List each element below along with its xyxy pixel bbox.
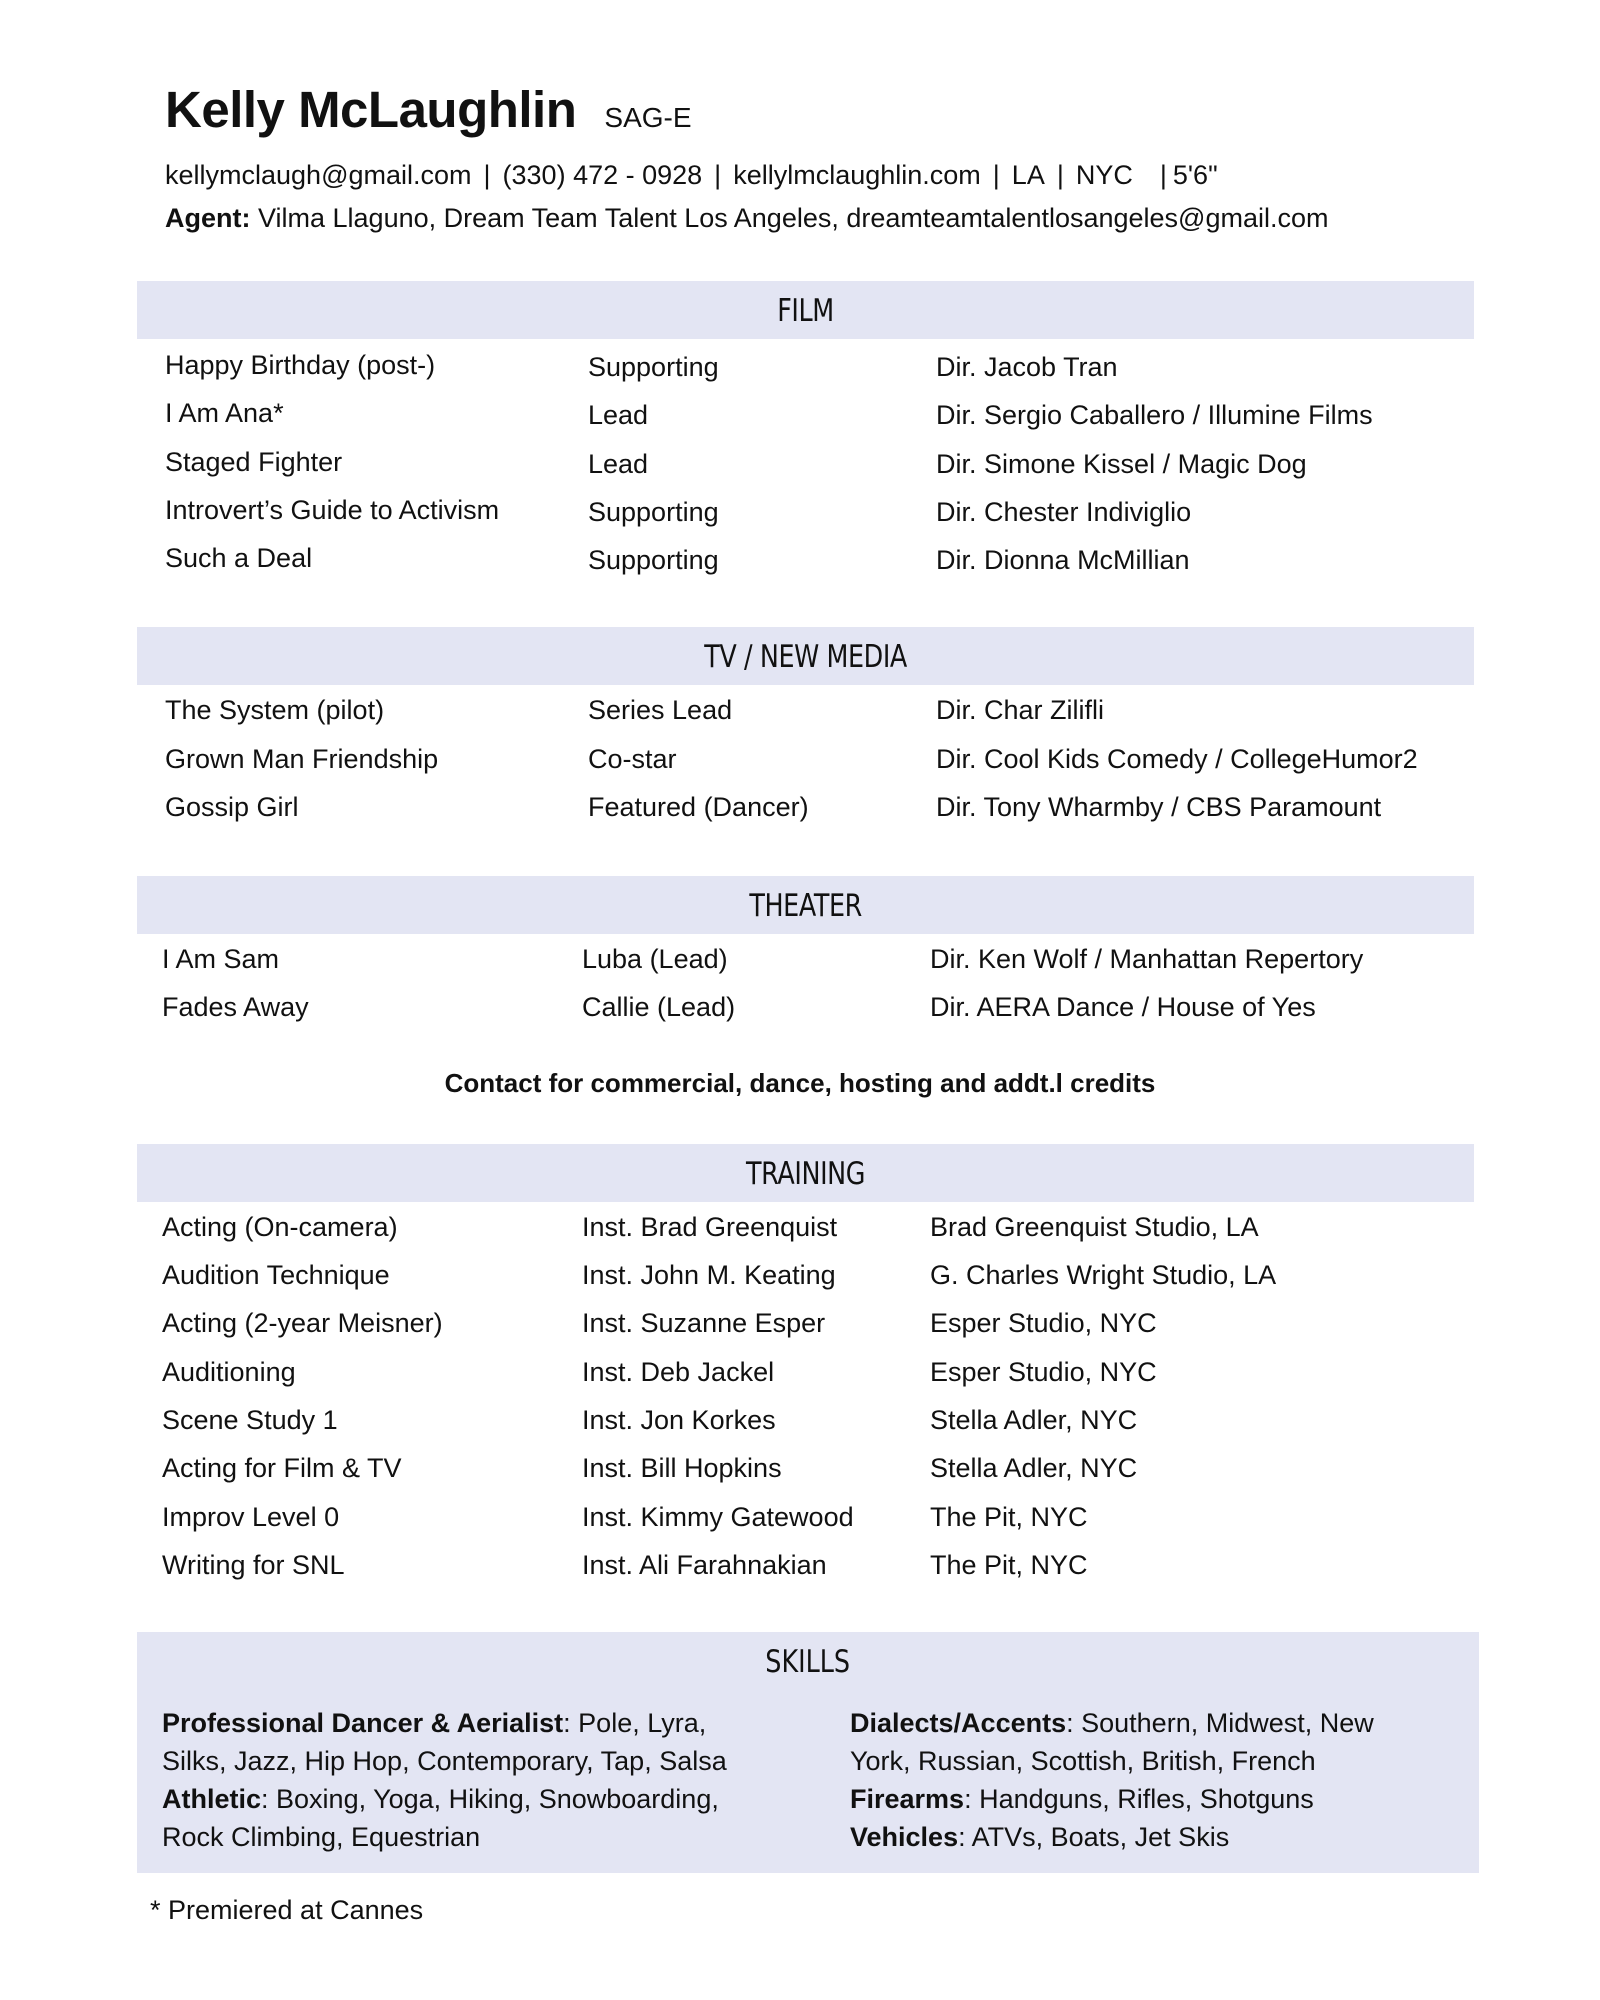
- skills-section: [137, 1632, 1479, 1873]
- credit-cell: I Am Sam: [162, 944, 280, 974]
- skills-title: SKILLS: [765, 1644, 851, 1680]
- training-section-header: [137, 1144, 1474, 1202]
- credit-cell: Dir. Char Zilifli: [936, 695, 1105, 725]
- skill-text: Boxing, Yoga, Hiking, Snowboarding, Rock Climbing, Equestrian: [162, 1784, 719, 1852]
- credit-cell: Supporting: [588, 545, 719, 575]
- skill-item: Athletic: Boxing, Yoga, Hiking, Snowboarding, Rock Climbing, Equestrian: [162, 1784, 719, 1852]
- training-cell: Brad Greenquist Studio, LA: [930, 1212, 1259, 1242]
- skill-label: Firearms: [850, 1784, 965, 1814]
- credit-cell: Dir. AERA Dance / House of Yes: [930, 992, 1316, 1022]
- contact-line: kellymclaugh@gmail.com | (330) 472 - 0928 | kellylmclaughlin.com | LA | NYC | 5'6": [165, 160, 1218, 190]
- skill-text: Pole, Lyra, Silks, Jazz, Hip Hop, Contemporary, Tap, Salsa: [162, 1708, 727, 1776]
- training-cell: Stella Adler, NYC: [930, 1405, 1138, 1435]
- credit-cell: Co-star: [588, 744, 677, 774]
- training-cell: Inst. Bill Hopkins: [582, 1453, 782, 1483]
- training-cell: Inst. Ali Farahnakian: [582, 1550, 827, 1580]
- training-cell: Audition Technique: [162, 1260, 390, 1290]
- training-title: TRAINING: [745, 1156, 866, 1192]
- skill-label: Athletic: [162, 1784, 262, 1814]
- skills-left-column: [162, 1704, 732, 1856]
- training-cell: Inst. Brad Greenquist: [582, 1212, 838, 1242]
- footnote: * Premiered at Cannes: [150, 1895, 424, 1925]
- credit-cell: Happy Birthday (post-): [165, 350, 436, 380]
- skill-text: Handguns, Rifles, Shotguns: [979, 1784, 1314, 1814]
- credit-cell: Dir. Simone Kissel / Magic Dog: [936, 449, 1307, 479]
- union-status: SAG-E: [604, 102, 692, 133]
- training-cell: Scene Study 1: [162, 1405, 338, 1435]
- skills-right-column: [850, 1704, 1420, 1856]
- credit-cell: I Am Ana*: [165, 398, 284, 428]
- film-section-header: [137, 281, 1474, 339]
- credit-cell: Introvert’s Guide to Activism: [165, 495, 500, 525]
- skill-text: ATVs, Boats, Jet Skis: [971, 1822, 1230, 1852]
- training-cell: The Pit, NYC: [930, 1502, 1088, 1532]
- credit-cell: Lead: [588, 449, 649, 479]
- credit-cell: Dir. Tony Wharmby / CBS Paramount: [936, 792, 1382, 822]
- website-link[interactable]: kellylmclaughlin.com: [733, 160, 981, 190]
- training-cell: Inst. Jon Korkes: [582, 1405, 776, 1435]
- credit-cell: Series Lead: [588, 695, 733, 725]
- training-cell: Writing for SNL: [162, 1550, 345, 1580]
- training-cell: Inst. Kimmy Gatewood: [582, 1502, 854, 1532]
- film-title: FILM: [777, 293, 834, 329]
- skill-text: Southern, Midwest, New York, Russian, Scottish, British, French: [850, 1708, 1374, 1776]
- theater-section-header: [137, 876, 1474, 934]
- credit-cell: Lead: [588, 400, 649, 430]
- tv-section-header: [137, 627, 1474, 685]
- skills-section-header: [137, 1644, 1479, 1680]
- tv-title: TV / NEW MEDIA: [704, 639, 907, 675]
- skill-item: Professional Dancer & Aerialist: Pole, Lyra, Silks, Jazz, Hip Hop, Contemporary, Tap, Salsa: [162, 1708, 727, 1776]
- credit-cell: Supporting: [588, 352, 719, 382]
- credit-cell: Fades Away: [162, 992, 309, 1022]
- credit-cell: Grown Man Friendship: [165, 744, 439, 774]
- agent-label: Agent:: [165, 203, 251, 233]
- skill-item: Vehicles: ATVs, Boats, Jet Skis: [850, 1822, 1230, 1852]
- agent-line: [165, 203, 1329, 234]
- training-cell: Acting (2-year Meisner): [162, 1308, 443, 1338]
- skill-label: Dialects/Accents: [850, 1708, 1067, 1738]
- training-cell: The Pit, NYC: [930, 1550, 1088, 1580]
- credit-cell: Dir. Jacob Tran: [936, 352, 1118, 382]
- theater-title: THEATER: [749, 888, 862, 924]
- credit-cell: Dir. Dionna McMillian: [936, 545, 1190, 575]
- training-cell: Acting (On-camera): [162, 1212, 398, 1242]
- phone-number[interactable]: (330) 472 - 0928: [502, 160, 703, 190]
- credit-cell: The System (pilot): [165, 695, 385, 725]
- training-cell: Auditioning: [162, 1357, 296, 1387]
- credit-cell: Luba (Lead): [582, 944, 728, 974]
- height: 5'6": [1172, 160, 1218, 190]
- credit-cell: Dir. Sergio Caballero / Illumine Films: [936, 400, 1373, 430]
- credit-cell: Staged Fighter: [165, 447, 343, 477]
- agent-info: Vilma Llaguno, Dream Team Talent Los Angeles, dreamteamtalentlosangeles@gmail.com: [258, 203, 1329, 233]
- training-cell: Esper Studio, NYC: [930, 1357, 1157, 1387]
- contact-note: Contact for commercial, dance, hosting and addt.l credits: [444, 1068, 1156, 1098]
- location-la: LA: [1011, 160, 1045, 190]
- credit-cell: Callie (Lead): [582, 992, 736, 1022]
- training-cell: G. Charles Wright Studio, LA: [930, 1260, 1277, 1290]
- training-cell: Stella Adler, NYC: [930, 1453, 1138, 1483]
- credit-cell: Supporting: [588, 497, 719, 527]
- skill-label: Professional Dancer & Aerialist: [162, 1708, 564, 1738]
- training-cell: Inst. John M. Keating: [582, 1260, 836, 1290]
- actor-name: Kelly McLaughlin: [165, 81, 577, 138]
- skill-label: Vehicles: [850, 1822, 959, 1852]
- training-cell: Esper Studio, NYC: [930, 1308, 1157, 1338]
- training-cell: Inst. Suzanne Esper: [582, 1308, 826, 1338]
- skill-item: Dialects/Accents: Southern, Midwest, New York, Russian, Scottish, British, French: [850, 1708, 1374, 1776]
- training-cell: Inst. Deb Jackel: [582, 1357, 775, 1387]
- location-nyc: NYC: [1075, 160, 1133, 190]
- credit-cell: Featured (Dancer): [588, 792, 809, 822]
- email-link[interactable]: kellymclaugh@gmail.com: [165, 160, 472, 190]
- credit-cell: Such a Deal: [165, 543, 313, 573]
- header: [165, 80, 692, 139]
- training-cell: Improv Level 0: [162, 1502, 340, 1532]
- credit-cell: Gossip Girl: [165, 792, 299, 822]
- training-cell: Acting for Film & TV: [162, 1453, 402, 1483]
- skill-item: Firearms: Handguns, Rifles, Shotguns: [850, 1784, 1314, 1814]
- credit-cell: Dir. Chester Indiviglio: [936, 497, 1192, 527]
- credit-cell: Dir. Cool Kids Comedy / CollegeHumor2: [936, 744, 1418, 774]
- credit-cell: Dir. Ken Wolf / Manhattan Repertory: [930, 944, 1364, 974]
